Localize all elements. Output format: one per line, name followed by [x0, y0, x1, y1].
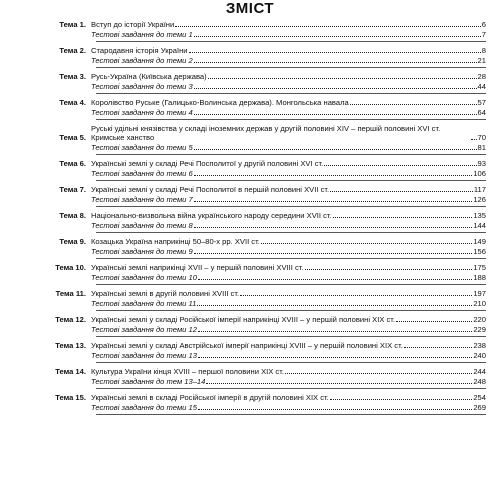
toc-entry[interactable]	[0, 260, 500, 272]
toc-entry-tests[interactable]	[0, 195, 500, 204]
topic-number: Тема 13.	[55, 341, 86, 350]
page-number: 64	[477, 108, 486, 117]
entry-body	[91, 377, 500, 386]
topic-title: Українські землі в другій половині XVIII ст.	[91, 289, 240, 298]
toc-topic-7	[0, 182, 500, 208]
dot-leader	[240, 295, 472, 296]
page-title: ЗМІСТ	[225, 0, 275, 17]
toc-entry-tests[interactable]	[0, 403, 500, 412]
entry-body	[91, 289, 500, 298]
tests-title: Тестові завдання до теми 12	[91, 325, 197, 334]
page-number: 210	[473, 299, 486, 308]
page-number: 238	[473, 341, 486, 350]
entry-body	[91, 315, 500, 324]
toc-entry[interactable]	[0, 156, 500, 168]
page-number: 188	[473, 273, 486, 282]
toc-topic-9	[0, 234, 500, 260]
entry-body	[91, 247, 500, 256]
entry-body	[91, 299, 500, 308]
topic-title: Руські удільні князівства у складі іноземних держав у другій половині XIV – першій половині XVI ст. Кримське ханство	[91, 124, 441, 142]
page-number: 156	[473, 247, 486, 256]
topic-title: Культура України кінця XVIII – першої половини XIX ст.	[91, 367, 284, 376]
topic-title: Українські землі у складі Австрійської імперії наприкінці XVIII – у першій половині XIX ст.	[91, 341, 403, 350]
topic-title: Національно-визвольна війна українського народу середини XVII ст.	[91, 211, 332, 220]
tests-title: Тестові завдання до теми 13	[91, 351, 197, 360]
entry-body	[91, 56, 500, 65]
tests-title: Тестові завдання до теми 15	[91, 403, 197, 412]
entry-body	[91, 159, 500, 168]
dot-leader	[194, 201, 473, 202]
page-number: 220	[473, 315, 486, 324]
entry-body	[91, 30, 500, 39]
dot-leader	[175, 26, 481, 27]
dot-leader	[194, 88, 477, 89]
topic-title: Вступ до історії України	[91, 20, 175, 29]
dot-leader	[333, 217, 473, 218]
toc-topic-11	[0, 286, 500, 312]
page-number: 6	[481, 20, 486, 29]
toc-entry[interactable]	[0, 338, 500, 350]
dot-leader	[194, 227, 473, 228]
page-number: 93	[477, 159, 486, 168]
toc-entry-tests[interactable]	[0, 82, 500, 91]
toc-topic-8	[0, 208, 500, 234]
entry-body	[91, 341, 500, 350]
entry-body	[91, 108, 500, 117]
topic-title: Українські землі в складі Російської імперії в другій половині XIX ст.	[91, 393, 329, 402]
topic-number: Тема 6.	[59, 159, 86, 168]
dot-leader	[206, 383, 472, 384]
toc-topic-1	[0, 17, 500, 43]
topic-title: Українські землі у складі Речі Посполитої в першій половині XVII ст.	[91, 185, 330, 194]
tests-title: Тестові завдання до теми 11	[91, 299, 197, 308]
tests-title: Тестові завдання до тем 13–14	[91, 377, 206, 386]
entry-body	[91, 263, 500, 272]
toc-entry-tests[interactable]	[0, 143, 500, 152]
topic-number: Тема 12.	[55, 315, 86, 324]
toc-entry-tests[interactable]	[0, 351, 500, 360]
toc-entry-tests[interactable]	[0, 377, 500, 386]
toc-topic-6	[0, 156, 500, 182]
table-of-contents	[0, 17, 500, 416]
toc-entry[interactable]	[0, 390, 500, 402]
dot-leader	[194, 175, 473, 176]
dot-leader	[194, 253, 473, 254]
entry-body	[91, 367, 500, 376]
entry-body	[91, 185, 500, 194]
toc-entry-tests[interactable]	[0, 299, 500, 308]
toc-entry[interactable]	[0, 286, 500, 298]
toc-entry[interactable]	[0, 182, 500, 194]
toc-topic-4	[0, 95, 500, 121]
toc-entry[interactable]	[0, 121, 500, 142]
page-number: 229	[473, 325, 486, 334]
dot-leader	[208, 78, 477, 79]
tests-title: Тестові завдання до теми 5	[91, 143, 193, 152]
entry-body	[91, 20, 500, 29]
topic-title: Українські землі у складі Російської імперії наприкінці XVIII – у першій половині XIX ст.	[91, 315, 396, 324]
toc-topic-10	[0, 260, 500, 286]
entry-body	[91, 169, 500, 178]
topic-number: Тема 2.	[59, 46, 86, 55]
dot-leader	[330, 191, 473, 192]
dot-leader	[189, 52, 481, 53]
entry-body	[91, 98, 500, 107]
dot-leader	[305, 269, 473, 270]
entry-body	[91, 195, 500, 204]
page-number: 269	[473, 403, 486, 412]
toc-entry[interactable]	[0, 43, 500, 55]
toc-entry-tests[interactable]	[0, 273, 500, 282]
toc-topic-13	[0, 338, 500, 364]
page-number: 144	[473, 221, 486, 230]
topic-number: Тема 3.	[59, 72, 86, 81]
tests-title: Тестові завдання до теми 8	[91, 221, 193, 230]
page-number: 149	[473, 237, 486, 246]
toc-entry[interactable]	[0, 95, 500, 107]
tests-title: Тестові завдання до теми 10	[91, 273, 197, 282]
entry-body	[91, 211, 500, 220]
page-number: 175	[473, 263, 486, 272]
dot-leader	[396, 321, 472, 322]
entry-body	[91, 403, 500, 412]
tests-title: Тестові завдання до теми 3	[91, 82, 193, 91]
dot-leader	[194, 36, 481, 37]
tests-title: Тестові завдання до теми 2	[91, 56, 193, 65]
topic-title: Королівство Руське (Галицько-Волинська держава). Монгольська навала	[91, 98, 349, 107]
entry-body	[91, 351, 500, 360]
toc-entry-tests[interactable]	[0, 30, 500, 39]
topic-number: Тема 5.	[59, 133, 86, 142]
tests-title: Тестові завдання до теми 4	[91, 108, 193, 117]
page-number: 248	[473, 377, 486, 386]
toc-topic-14	[0, 364, 500, 390]
page-number: 254	[473, 393, 486, 402]
toc-entry[interactable]	[0, 69, 500, 81]
page-number: 21	[477, 56, 486, 65]
topic-number: Тема 8.	[59, 211, 86, 220]
page-number: 57	[477, 98, 486, 107]
dot-leader	[198, 279, 472, 280]
dot-leader	[194, 149, 477, 150]
page-number: 117	[473, 185, 486, 194]
page-number: 240	[473, 351, 486, 360]
page-number: 8	[481, 46, 486, 55]
topic-number: Тема 11.	[55, 289, 86, 298]
page-number: 126	[473, 195, 486, 204]
entry-body	[91, 325, 500, 334]
dot-leader	[194, 62, 477, 63]
dot-leader	[198, 331, 472, 332]
topic-number: Тема 7.	[59, 185, 86, 194]
tests-title: Тестові завдання до теми 1	[91, 30, 193, 39]
page-number: 28	[477, 72, 486, 81]
entry-body	[91, 124, 500, 142]
entry-body	[91, 221, 500, 230]
entry-body	[91, 273, 500, 282]
page-number: 7	[481, 30, 486, 39]
topic-title: Стародавня історія України	[91, 46, 188, 55]
toc-entry-tests[interactable]	[0, 247, 500, 256]
toc-entry-tests[interactable]	[0, 56, 500, 65]
dot-leader	[324, 165, 476, 166]
dot-leader	[197, 305, 472, 306]
tests-title: Тестові завдання до теми 9	[91, 247, 193, 256]
dot-leader	[198, 409, 472, 410]
dot-leader	[194, 114, 477, 115]
tests-title: Тестові завдання до теми 6	[91, 169, 193, 178]
toc-entry[interactable]	[0, 17, 500, 29]
dot-leader	[404, 347, 473, 348]
topic-title: Українські землі наприкінці XVII – у першій половині XVIII ст.	[91, 263, 304, 272]
page-number: 197	[473, 289, 486, 298]
topic-number: Тема 1.	[59, 20, 86, 29]
topic-number: Тема 4.	[59, 98, 86, 107]
entry-body	[91, 82, 500, 91]
entry-body	[91, 72, 500, 81]
toc-entry-tests[interactable]	[0, 221, 500, 230]
entry-body	[91, 46, 500, 55]
dot-leader	[330, 399, 473, 400]
dot-leader	[471, 139, 477, 140]
toc-topic-2	[0, 43, 500, 69]
toc-entry[interactable]	[0, 208, 500, 220]
entry-body	[91, 393, 500, 402]
toc-entry[interactable]	[0, 364, 500, 376]
toc-entry-tests[interactable]	[0, 169, 500, 178]
topic-title: Русь-Україна (Київська держава)	[91, 72, 207, 81]
toc-entry-tests[interactable]	[0, 108, 500, 117]
toc-entry[interactable]	[0, 312, 500, 324]
toc-topic-5	[0, 121, 500, 156]
dot-leader	[285, 373, 472, 374]
dot-leader	[261, 243, 472, 244]
page-number: 70	[477, 133, 486, 142]
page-number: 106	[473, 169, 486, 178]
topic-number: Тема 10.	[55, 263, 86, 272]
page-number: 135	[473, 211, 486, 220]
page-number: 44	[477, 82, 486, 91]
toc-topic-12	[0, 312, 500, 338]
page-number: 81	[477, 143, 486, 152]
entry-body	[91, 237, 500, 246]
topic-title: Козацька Україна наприкінці 50–80-х рр. XVII ст.	[91, 237, 260, 246]
entry-body	[91, 143, 500, 152]
page-number: 244	[473, 367, 486, 376]
topic-title: Українські землі у складі Речі Посполитої у другій половині XVI ст.	[91, 159, 324, 168]
dot-leader	[350, 104, 477, 105]
dot-leader	[198, 357, 472, 358]
tests-title: Тестові завдання до теми 7	[91, 195, 193, 204]
toc-entry-tests[interactable]	[0, 325, 500, 334]
toc-topic-3	[0, 69, 500, 95]
topic-number: Тема 9.	[59, 237, 86, 246]
toc-topic-15	[0, 390, 500, 416]
topic-number: Тема 15.	[55, 393, 86, 402]
topic-number: Тема 14.	[55, 367, 86, 376]
toc-entry[interactable]	[0, 234, 500, 246]
